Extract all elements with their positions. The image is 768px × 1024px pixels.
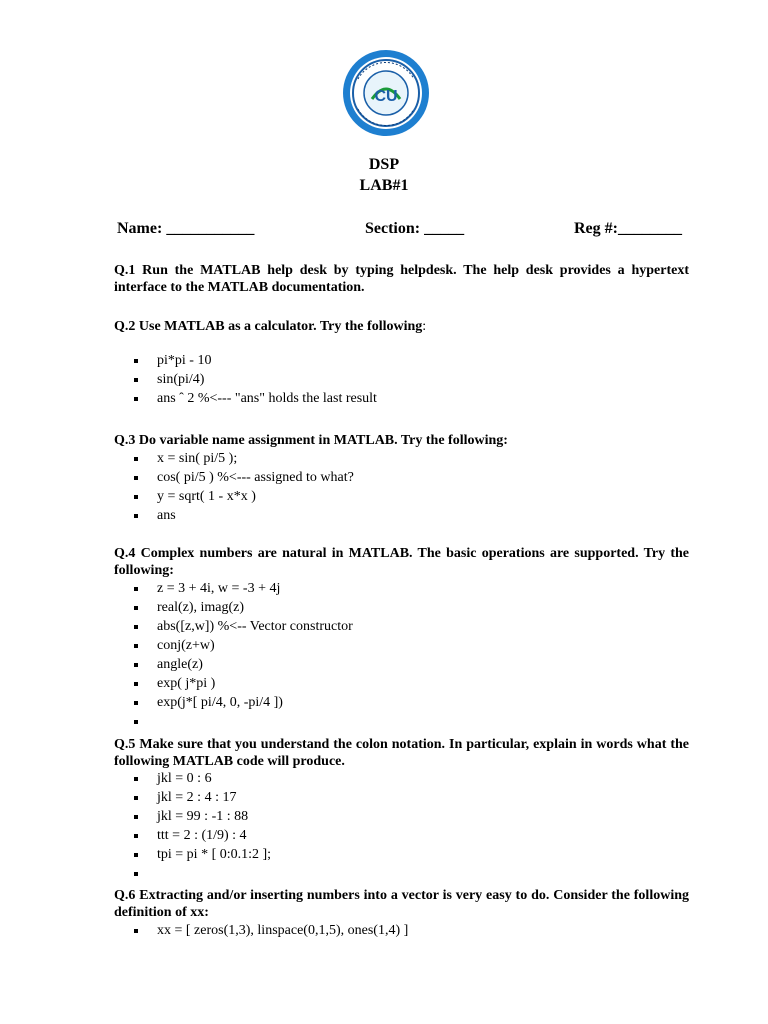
list-item: exp( j*pi ) — [134, 674, 353, 693]
list-item: y = sqrt( 1 - x*x ) — [134, 487, 354, 506]
bullet-icon — [134, 378, 138, 382]
list-item: jkl = 99 : -1 : 88 — [134, 807, 271, 826]
question-5-list — [134, 769, 271, 883]
bullet-icon — [134, 777, 138, 781]
list-item: jkl = 0 : 6 — [134, 769, 271, 788]
list-item: exp(j*[ pi/4, 0, -pi/4 ]) — [134, 693, 353, 712]
list-item: angle(z) — [134, 655, 353, 674]
question-1: Q.1 Run the MATLAB help desk by typing helpdesk. The help desk provides a hypertext interface to the MATLAB documentation. — [114, 263, 689, 295]
list-item: real(z), imag(z) — [134, 598, 353, 617]
bullet-icon — [134, 720, 138, 724]
question-3: Q.3 Do variable name assignment in MATLAB. Try the following: — [114, 433, 508, 448]
list-item: conj(z+w) — [134, 636, 353, 655]
document-title: DSP — [368, 156, 400, 173]
question-6-list — [134, 921, 408, 940]
list-item: sin(pi/4) — [134, 370, 377, 389]
question-4: Q.4 Complex numbers are natural in MATLAB. The basic operations are supported. Try the following: — [114, 546, 689, 578]
university-logo — [342, 49, 430, 137]
list-item — [134, 712, 353, 731]
bullet-icon — [134, 476, 138, 480]
list-item: z = 3 + 4i, w = -3 + 4j — [134, 579, 353, 598]
question-2-list — [134, 351, 377, 408]
question-6: Q.6 Extracting and/or inserting numbers into a vector is very easy to do. Consider the following definition of xx: — [114, 888, 689, 920]
bullet-icon — [134, 834, 138, 838]
bullet-icon — [134, 796, 138, 800]
question-4-list — [134, 579, 353, 731]
bullet-icon — [134, 929, 138, 933]
bullet-icon — [134, 397, 138, 401]
bullet-icon — [134, 853, 138, 857]
bullet-icon — [134, 644, 138, 648]
list-item: xx = [ zeros(1,3), linspace(0,1,5), ones(1,4) ] — [134, 921, 408, 940]
question-2 — [114, 318, 689, 335]
bullet-icon — [134, 514, 138, 518]
list-item: jkl = 2 : 4 : 17 — [134, 788, 271, 807]
section-field: Section: _____ — [365, 220, 465, 237]
bullet-icon — [134, 359, 138, 363]
bullet-icon — [134, 587, 138, 591]
bullet-icon — [134, 663, 138, 667]
list-item: abs([z,w]) %<-- Vector constructor — [134, 617, 353, 636]
list-item: tpi = pi * [ 0:0.1:2 ]; — [134, 845, 271, 864]
list-item: ans ˆ 2 %<--- "ans" holds the last result — [134, 389, 377, 408]
document-subtitle: LAB#1 — [359, 177, 409, 194]
question-5: Q.5 Make sure that you understand the colon notation. In particular, explain in words what the following MATLAB code will produce. — [114, 737, 689, 769]
bullet-icon — [134, 872, 138, 876]
question-2-suffix: : — [422, 319, 427, 334]
bullet-icon — [134, 682, 138, 686]
bullet-icon — [134, 625, 138, 629]
bullet-icon — [134, 815, 138, 819]
list-item: ans — [134, 506, 354, 525]
list-item: cos( pi/5 ) %<--- assigned to what? — [134, 468, 354, 487]
bullet-icon — [134, 606, 138, 610]
logo-monogram: CU — [374, 88, 398, 105]
list-item: pi*pi - 10 — [134, 351, 377, 370]
name-field: Name: ___________ — [117, 220, 255, 237]
list-item: ttt = 2 : (1/9) : 4 — [134, 826, 271, 845]
list-item: x = sin( pi/5 ); — [134, 449, 354, 468]
list-item — [134, 864, 271, 883]
question-3-list — [134, 449, 354, 525]
bullet-icon — [134, 495, 138, 499]
question-2-text: Q.2 Use MATLAB as a calculator. Try the following — [114, 319, 423, 334]
bullet-icon — [134, 457, 138, 461]
reg-field: Reg #:________ — [574, 220, 682, 237]
bullet-icon — [134, 701, 138, 705]
